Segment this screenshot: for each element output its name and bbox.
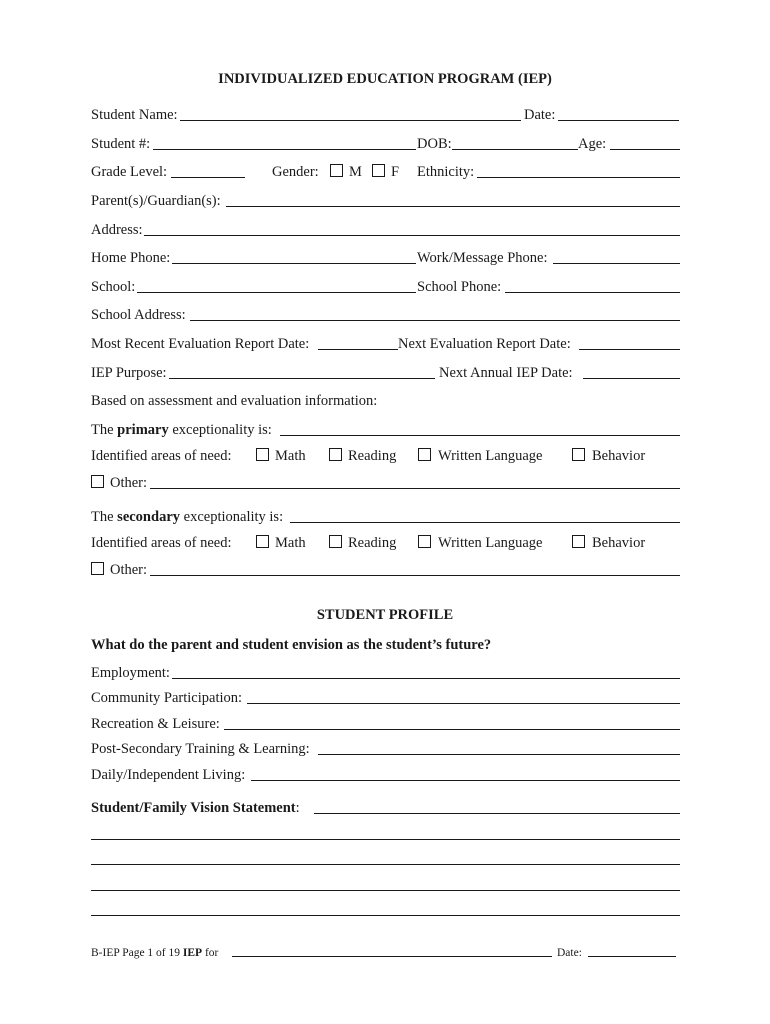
daily-living-label: Daily/Independent Living: <box>91 767 246 783</box>
iep-purpose-field[interactable] <box>169 378 435 379</box>
community-label: Community Participation: <box>91 690 243 706</box>
future-question: What do the parent and student envision as the student’s future? <box>91 637 492 653</box>
form-title: INDIVIDUALIZED EDUCATION PROGRAM (IEP) <box>218 71 552 87</box>
secondary-exceptionality-field[interactable] <box>290 522 680 523</box>
primary-reading-checkbox[interactable] <box>329 448 342 461</box>
age-field[interactable] <box>610 149 680 150</box>
student-number-label: Student #: <box>91 136 151 152</box>
vision-statement-line-5[interactable] <box>91 915 680 916</box>
grade-level-label: Grade Level: <box>91 164 168 180</box>
community-field[interactable] <box>247 703 680 704</box>
student-name-field[interactable] <box>180 120 521 121</box>
gender-label: Gender: <box>272 164 319 180</box>
student-name-label: Student Name: <box>91 107 178 123</box>
gender-f-checkbox[interactable] <box>372 164 385 177</box>
ethnicity-field[interactable] <box>477 177 680 178</box>
home-phone-label: Home Phone: <box>91 250 171 266</box>
secondary-areas-label: Identified areas of need: <box>91 535 232 551</box>
secondary-math-checkbox[interactable] <box>256 535 269 548</box>
post-secondary-label: Post-Secondary Training & Learning: <box>91 741 310 757</box>
recent-eval-field[interactable] <box>318 349 398 350</box>
primary-behavior-label: Behavior <box>592 448 646 464</box>
primary-behavior-checkbox[interactable] <box>572 448 585 461</box>
recreation-field[interactable] <box>224 729 680 730</box>
employment-field[interactable] <box>172 678 680 679</box>
daily-living-field[interactable] <box>251 780 680 781</box>
address-field[interactable] <box>144 235 680 236</box>
next-eval-label: Next Evaluation Report Date: <box>398 336 571 352</box>
primary-areas-label: Identified areas of need: <box>91 448 232 464</box>
date-field[interactable] <box>558 120 679 121</box>
student-profile-heading: STUDENT PROFILE <box>316 607 454 623</box>
dob-field[interactable] <box>452 149 578 150</box>
vision-statement-field[interactable] <box>314 813 680 814</box>
school-phone-label: School Phone: <box>417 279 502 295</box>
secondary-math-label: Math <box>275 535 306 551</box>
secondary-other-checkbox[interactable] <box>91 562 104 575</box>
primary-other-checkbox[interactable] <box>91 475 104 488</box>
gender-f-label: F <box>391 164 400 180</box>
vision-statement-line-4[interactable] <box>91 890 680 891</box>
secondary-behavior-label: Behavior <box>592 535 646 551</box>
date-label: Date: <box>524 107 556 123</box>
parents-field[interactable] <box>226 206 680 207</box>
school-phone-field[interactable] <box>505 292 680 293</box>
post-secondary-field[interactable] <box>318 754 680 755</box>
iep-purpose-label: IEP Purpose: <box>91 365 167 381</box>
primary-other-field[interactable] <box>150 488 680 489</box>
footer-student-field[interactable] <box>232 956 552 957</box>
footer-page-info: B-IEP Page 1 of 19 IEP for <box>91 947 219 959</box>
ethnicity-label: Ethnicity: <box>417 164 475 180</box>
age-label: Age: <box>578 136 607 152</box>
next-annual-field[interactable] <box>583 378 680 379</box>
gender-m-checkbox[interactable] <box>330 164 343 177</box>
gender-m-label: M <box>349 164 362 180</box>
vision-statement-line-2[interactable] <box>91 839 680 840</box>
secondary-written-language-checkbox[interactable] <box>418 535 431 548</box>
vision-statement-label: Student/Family Vision Statement: <box>91 800 300 816</box>
next-annual-label: Next Annual IEP Date: <box>439 365 573 381</box>
secondary-other-label: Other: <box>110 562 148 578</box>
parents-label: Parent(s)/Guardian(s): <box>91 193 221 209</box>
grade-level-field[interactable] <box>171 177 245 178</box>
school-address-label: School Address: <box>91 307 186 323</box>
student-number-field[interactable] <box>153 149 416 150</box>
primary-exceptionality-field[interactable] <box>280 435 680 436</box>
employment-label: Employment: <box>91 665 170 681</box>
secondary-reading-label: Reading <box>348 535 397 551</box>
vision-statement-line-3[interactable] <box>91 864 680 865</box>
based-on-text: Based on assessment and evaluation information: <box>91 393 378 409</box>
footer-date-label: Date: <box>557 947 582 959</box>
primary-exceptionality-label: The primary exceptionality is: <box>91 422 272 438</box>
school-address-field[interactable] <box>190 320 680 321</box>
home-phone-field[interactable] <box>172 263 416 264</box>
recreation-label: Recreation & Leisure: <box>91 716 220 732</box>
secondary-exceptionality-label: The secondary exceptionality is: <box>91 509 284 525</box>
recent-eval-label: Most Recent Evaluation Report Date: <box>91 336 310 352</box>
next-eval-field[interactable] <box>579 349 680 350</box>
primary-math-label: Math <box>275 448 306 464</box>
secondary-other-field[interactable] <box>150 575 680 576</box>
work-phone-label: Work/Message Phone: <box>417 250 548 266</box>
school-field[interactable] <box>137 292 416 293</box>
secondary-written-language-label: Written Language <box>438 535 543 551</box>
secondary-reading-checkbox[interactable] <box>329 535 342 548</box>
work-phone-field[interactable] <box>553 263 680 264</box>
secondary-behavior-checkbox[interactable] <box>572 535 585 548</box>
primary-other-label: Other: <box>110 475 148 491</box>
dob-label: DOB: <box>417 136 452 152</box>
primary-math-checkbox[interactable] <box>256 448 269 461</box>
primary-written-language-checkbox[interactable] <box>418 448 431 461</box>
school-label: School: <box>91 279 136 295</box>
primary-reading-label: Reading <box>348 448 397 464</box>
primary-written-language-label: Written Language <box>438 448 543 464</box>
footer-date-field[interactable] <box>588 956 676 957</box>
address-label: Address: <box>91 222 143 238</box>
